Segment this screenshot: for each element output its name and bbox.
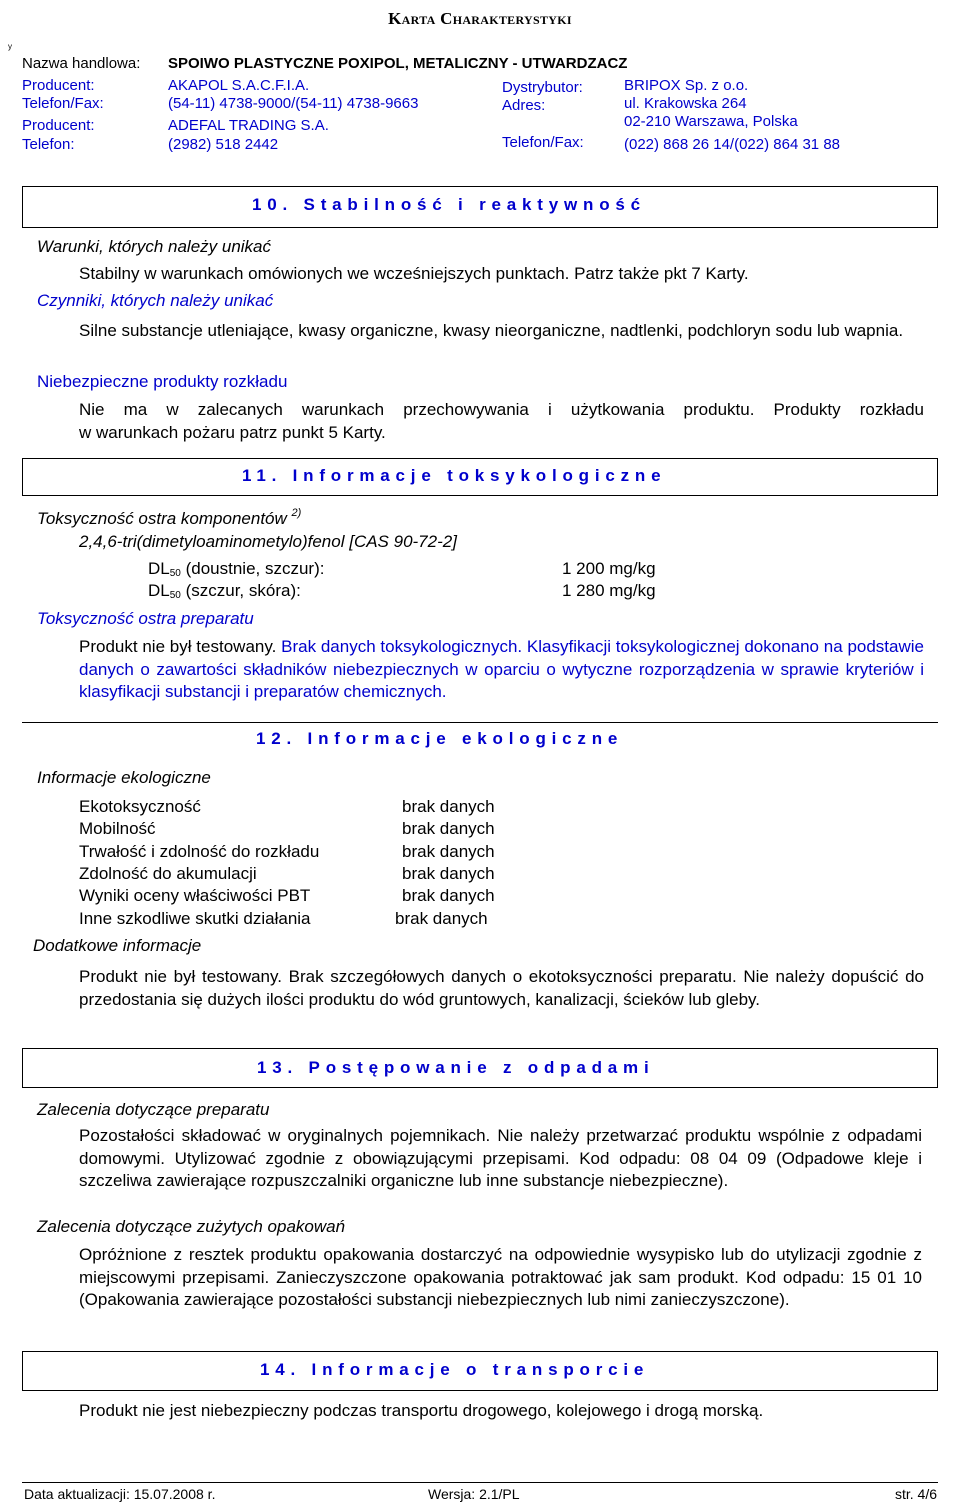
phonefax2-label: Telefon/Fax: — [502, 134, 584, 151]
section-12-text-additional: Produkt nie był testowany. Brak szczegółowych danych o ekotoksyczności preparatu. Nie należy dopuścić do przedostania się dużych ilości produktu do wód gruntowych, kanalizacji, ścieków lub gleby. — [79, 967, 924, 1009]
ld50-oral-desc: (doustnie, szczur): — [185, 559, 325, 578]
section-11-text-preparation — [79, 636, 924, 704]
address-line1: ul. Krakowska 264 — [624, 95, 747, 112]
eco-row-label: Ekotoksyczność — [79, 797, 201, 816]
section-10-text-decomposition-line1: Nie ma w zalecanych warunkach przechowywania i użytkowania produktu. Produkty rozkładu — [79, 400, 924, 419]
section-10-text-decomposition-line2: w warunkach pożaru patrz punkt 5 Karty. — [79, 423, 386, 442]
corner-mark: y — [8, 42, 12, 51]
eco-row-value: brak danych — [402, 819, 495, 838]
eco-row-label: Mobilność — [79, 819, 156, 838]
section-13-heading-preparation: Zalecenia dotyczące preparatu — [37, 1100, 270, 1119]
producer1-value: AKAPOL S.A.C.F.I.A. — [168, 77, 310, 94]
section-11-footnote-ref: 2) — [291, 507, 302, 519]
section-11-title: 11. Informacje toksykologiczne — [242, 466, 667, 485]
eco-row-label: Zdolność do akumulacji — [79, 864, 257, 883]
section-11-component-name: 2,4,6-tri(dimetyloaminometylo)fenol [CAS 90-72-2] — [79, 532, 457, 551]
phone2-value: (2982) 518 2442 — [168, 136, 279, 153]
section-10-text-conditions: Stabilny w warunkach omówionych we wcześniejszych punktach. Patrz także pkt 7 Karty. — [79, 264, 749, 283]
section-10-heading-conditions: Warunki, których należy unikać — [37, 237, 272, 256]
ld50-oral-subscript: 50 — [169, 568, 181, 579]
section-10-heading-factors: Czynniki, których należy unikać — [37, 291, 274, 310]
eco-row-value: brak danych — [395, 909, 488, 928]
section-11-text-preparation-part2: Brak danych toksykologicznych. Klasyfikacji toksykologicznej dokonano na podstawie danych o zawartości składników niebezpiecznych w oparciu o wytyczne rozporządzenia w sprawie kryteriów i klasyfikacji substancji i preparatów chemicznych. — [79, 637, 924, 701]
ld50-dermal-label — [148, 581, 301, 601]
section-10-heading-decomposition: Niebezpieczne produkty rozkładu — [37, 372, 288, 391]
phonefax1-value: (54-11) 4738-9000/(54-11) 4738-9663 — [168, 95, 419, 112]
section-13-title: 13. Postępowanie z odpadami — [257, 1058, 655, 1077]
eco-row-value: brak danych — [402, 797, 495, 816]
section-12-rule — [22, 722, 938, 723]
section-12-heading-eco: Informacje ekologiczne — [37, 768, 211, 787]
section-11-heading-components-text: Toksyczność ostra komponentów — [37, 509, 287, 528]
eco-row-value: brak danych — [402, 842, 495, 861]
phone2-label: Telefon: — [22, 136, 75, 153]
producer1-label: Producent: — [22, 77, 95, 94]
ld50-oral-prefix: DL — [148, 559, 170, 578]
distributor-value: BRIPOX Sp. z o.o. — [624, 77, 749, 94]
phonefax2-value: (022) 868 26 14/(022) 864 31 88 — [624, 136, 840, 153]
section-11-heading-components — [37, 507, 301, 529]
eco-row-label: Wyniki oceny właściwości PBT — [79, 886, 311, 905]
ld50-dermal-subscript: 50 — [169, 590, 181, 601]
section-10-text-factors: Silne substancje utleniające, kwasy organiczne, kwasy nieorganiczne, nadtlenki, podchloryn sodu lub wapnia. — [79, 321, 904, 340]
ld50-dermal-prefix: DL — [148, 581, 170, 600]
document-title: Karta Charakterystyki — [388, 9, 572, 28]
ld50-oral-label — [148, 559, 324, 579]
section-12-heading-additional: Dodatkowe informacje — [33, 936, 202, 955]
eco-row-value: brak danych — [402, 864, 495, 883]
section-12-title: 12. Informacje ekologiczne — [256, 729, 624, 748]
distributor-label: Dystrybutor: — [502, 79, 583, 96]
section-11-text-preparation-part1: Produkt nie był testowany. — [79, 637, 277, 656]
section-11-heading-preparation: Toksyczność ostra preparatu — [37, 609, 254, 628]
ld50-dermal-desc: (szczur, skóra): — [185, 581, 301, 600]
address-line2: 02-210 Warszawa, Polska — [624, 113, 798, 130]
eco-row-label: Inne szkodliwe skutki działania — [79, 909, 311, 928]
eco-row-label: Trwałość i zdolność do rozkładu — [79, 842, 320, 861]
ld50-oral-value: 1 200 mg/kg — [562, 559, 656, 578]
section-10-title: 10. Stabilność i reaktywność — [252, 195, 646, 214]
trade-name-value: SPOIWO PLASTYCZNE POXIPOL, METALICZNY - UTWARDZACZ — [168, 55, 628, 72]
phonefax1-label: Telefon/Fax: — [22, 95, 104, 112]
section-14-title: 14. Informacje o transporcie — [260, 1360, 650, 1379]
address-label: Adres: — [502, 97, 546, 114]
footer-version: Wersja: 2.1/PL — [428, 1486, 520, 1502]
section-13-text-packaging: Opróżnione z resztek produktu opakowania dostarczyć na odpowiednie wysypisko lub do utylizacji zgodnie z miejscowymi przepisami. Zanieczyszczone opakowania potraktować jak sam produkt. Kod odpadu: 15 01 10 (Opakowania zawierające pozostałości substancji niebezpiecznych lub nimi zanieczyszczone). — [79, 1245, 922, 1309]
section-13-text-preparation: Pozostałości składować w oryginalnych pojemnikach. Nie należy przetwarzać produktu wspólnie z odpadami domowymi. Utylizować zgodnie z obowiązującymi przepisami. Kod odpadu: 08 04 09 (Odpadowe kleje i szczeliwa zawierające rozpuszczalniki organiczne lub inne substancje niebezpieczne). — [79, 1126, 922, 1190]
eco-row-value: brak danych — [402, 886, 495, 905]
section-13-heading-packaging: Zalecenia dotyczące zużytych opakowań — [37, 1217, 346, 1236]
footer-date: Data aktualizacji: 15.07.2008 r. — [24, 1486, 216, 1502]
producer2-label: Producent: — [22, 117, 95, 134]
ld50-dermal-value: 1 280 mg/kg — [562, 581, 656, 600]
producer2-value: ADEFAL TRADING S.A. — [168, 117, 329, 134]
footer-page: str. 4/6 — [895, 1486, 938, 1502]
section-14-text: Produkt nie jest niebezpieczny podczas transportu drogowego, kolejowego i drogą morską. — [79, 1401, 764, 1420]
trade-name-label: Nazwa handlowa: — [22, 55, 141, 72]
footer-rule — [22, 1482, 938, 1483]
